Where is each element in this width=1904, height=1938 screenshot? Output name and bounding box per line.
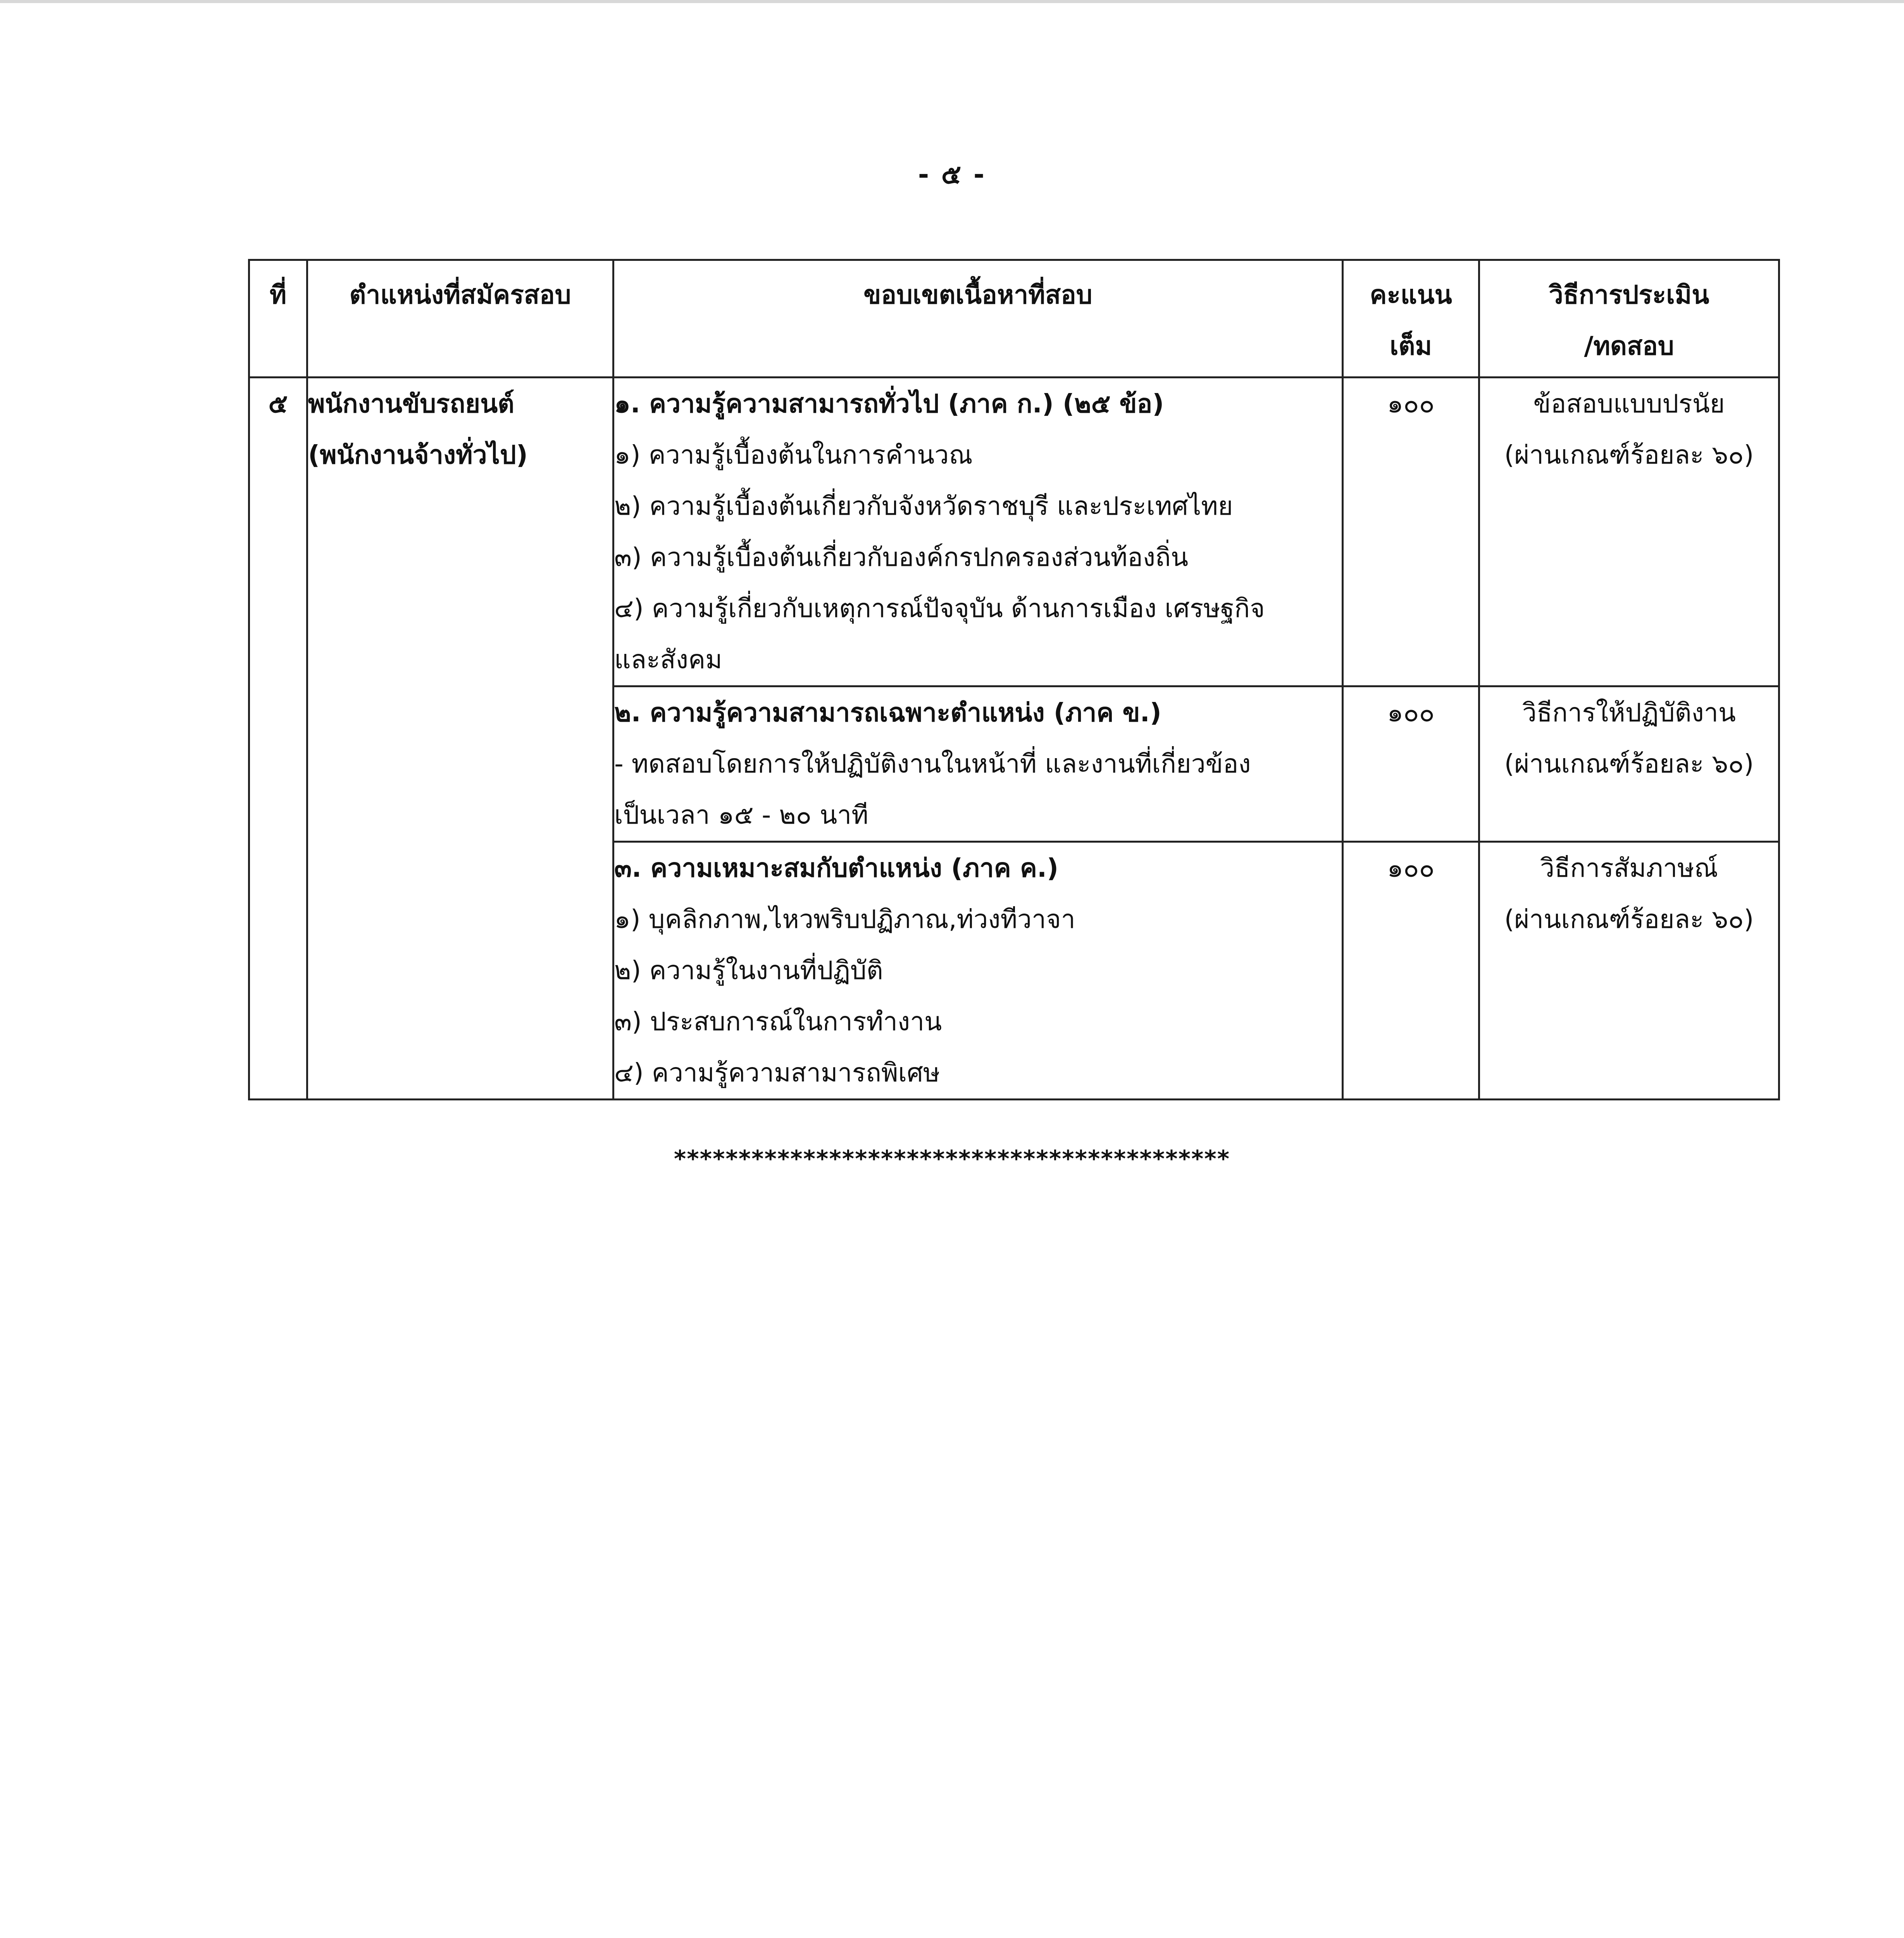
section-1-line-1: ๑) ความรู้เบื้องต้นในการคำนวณ [614, 440, 973, 470]
section-2-title: ๒. ความรู้ความสามารถเฉพาะตำแหน่ง (ภาค ข.) [614, 698, 1161, 728]
header-method-line-2: /ทดสอบ [1584, 331, 1674, 361]
header-scope: ขอบเขตเนื้อหาที่สอบ [613, 260, 1343, 378]
section-2-method-name: วิธีการให้ปฏิบัติงาน [1522, 698, 1736, 728]
header-method [1479, 260, 1779, 378]
scan-edge [0, 0, 1904, 3]
section-3-line-3: ๓) ประสบการณ์ในการทำงาน [614, 1007, 942, 1036]
exam-scope-table [248, 259, 1780, 1100]
scope-section-2 [613, 686, 1343, 842]
section-3-title: ๓. ความเหมาะสมกับตำแหน่ง (ภาค ค.) [614, 853, 1059, 883]
section-1-method-criteria: (ผ่านเกณฑ์ร้อยละ ๖๐) [1504, 440, 1754, 470]
header-score [1343, 260, 1479, 378]
table-row-section-1 [249, 378, 1779, 686]
section-3-line-4: ๔) ความรู้ความสามารถพิเศษ [614, 1058, 940, 1088]
section-1-line-2: ๒) ความรู้เบื้องต้นเกี่ยวกับจังหวัดราชบุรี และประเทศไทย [614, 491, 1233, 521]
section-1-title: ๑. ความรู้ความสามารถทั่วไป (ภาค ก.) (๒๕ ข้อ) [614, 389, 1164, 419]
section-1-line-5: และสังคม [614, 645, 722, 674]
header-position: ตำแหน่งที่สมัครสอบ [307, 260, 613, 378]
section-3-line-1: ๑) บุคลิกภาพ,ไหวพริบปฏิภาณ,ท่วงทีวาจา [614, 904, 1075, 934]
section-2-line-2: เป็นเวลา ๑๕ - ๒๐ นาที [614, 800, 868, 830]
end-of-document-marker: ******************************************* [674, 1145, 1230, 1172]
section-3-method [1479, 842, 1779, 1100]
section-3-method-name: วิธีการสัมภาษณ์ [1540, 853, 1718, 883]
header-score-line-2: เต็ม [1390, 331, 1432, 361]
section-1-score: ๑๐๐ [1343, 378, 1479, 686]
header-method-line-1: วิธีการประเมิน [1549, 280, 1709, 310]
row-number: ๕ [249, 378, 307, 1100]
section-3-method-criteria: (ผ่านเกณฑ์ร้อยละ ๖๐) [1504, 904, 1754, 934]
scope-section-3 [613, 842, 1343, 1100]
position-type: (พนักงานจ้างทั่วไป) [308, 440, 528, 470]
section-1-line-3: ๓) ความรู้เบื้องต้นเกี่ยวกับองค์กรปกครองส่วนท้องถิ่น [614, 542, 1189, 572]
section-1-method [1479, 378, 1779, 686]
table-header-row [249, 260, 1779, 378]
header-no: ที่ [249, 260, 307, 378]
section-3-score: ๑๐๐ [1343, 842, 1479, 1100]
section-1-line-4: ๔) ความรู้เกี่ยวกับเหตุการณ์ปัจจุบัน ด้านการเมือง เศรษฐกิจ [614, 593, 1265, 623]
position-cell [307, 378, 613, 1100]
section-2-method [1479, 686, 1779, 842]
header-score-line-1: คะแนน [1370, 280, 1452, 310]
position-title: พนักงานขับรถยนต์ [308, 389, 515, 419]
section-1-method-name: ข้อสอบแบบปรนัย [1533, 389, 1725, 419]
section-2-method-criteria: (ผ่านเกณฑ์ร้อยละ ๖๐) [1504, 749, 1754, 779]
section-3-line-2: ๒) ความรู้ในงานที่ปฏิบัติ [614, 955, 883, 985]
page-number: - ๕ - [918, 159, 986, 190]
section-2-score: ๑๐๐ [1343, 686, 1479, 842]
section-2-line-1: - ทดสอบโดยการให้ปฏิบัติงานในหน้าที่ และงานที่เกี่ยวข้อง [614, 749, 1251, 779]
scope-section-1 [613, 378, 1343, 686]
